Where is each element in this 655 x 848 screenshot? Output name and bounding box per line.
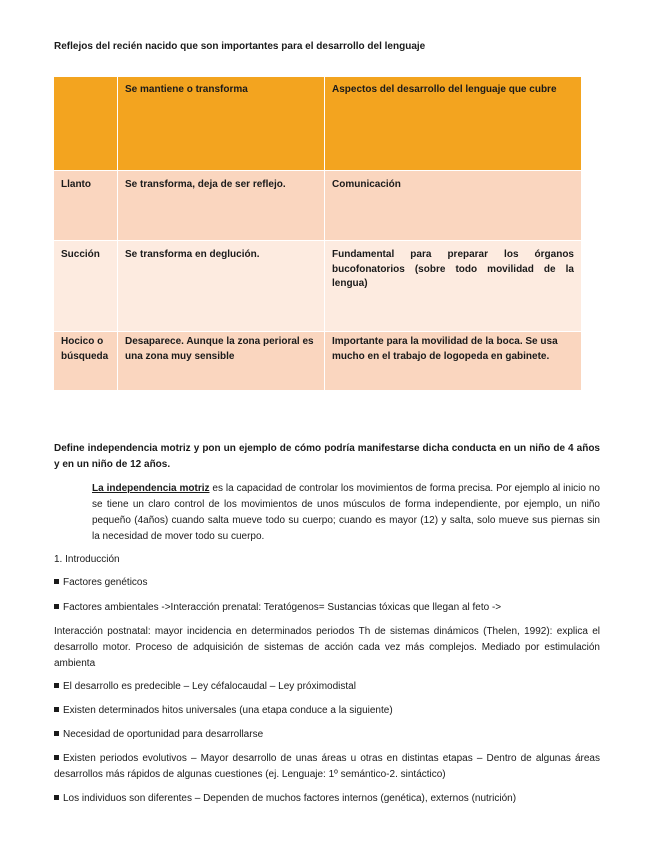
bullet-icon bbox=[54, 795, 59, 800]
list-item-text: Existen periodos evolutivos – Mayor desarrollo de unas áreas u otras en distintas etapas – Dentro de algunas áreas desarrollos más rápidos de algunas cuestiones (ej. Lenguaje: 1º semántico-2. sintáctico) bbox=[54, 753, 600, 780]
list-item bbox=[54, 575, 600, 591]
body-paragraph: Interacción postnatal: mayor incidencia en determinados periodos Th de sistemas dinámicos (Thelen, 1992): explica el desarrollo motor. Proceso de adquisición de sistemas de acción cada vez más complejos. Mediado por estimulación ambienta bbox=[54, 626, 600, 669]
list-item bbox=[54, 727, 600, 743]
bullet-icon bbox=[54, 731, 59, 736]
list-item-text: El desarrollo es predecible – Ley céfalocaudal – Ley próximodistal bbox=[63, 681, 356, 692]
table-cell: Se transforma en deglución. bbox=[118, 241, 325, 332]
table-header-cell: Se mantiene o transforma bbox=[118, 77, 325, 171]
document-title: Reflejos del recién nacido que son importantes para el desarrollo del lenguaje bbox=[54, 41, 426, 52]
table-row bbox=[54, 171, 582, 241]
list-item-text: Necesidad de oportunidad para desarrollarse bbox=[63, 729, 264, 740]
intro-heading: 1. Introducción bbox=[54, 554, 120, 565]
definition-term: La independencia motriz bbox=[92, 483, 210, 494]
table-cell: Desaparece. Aunque la zona perioral es una zona muy sensible bbox=[118, 332, 325, 391]
bullet-icon bbox=[54, 604, 59, 609]
table-header-cell: Aspectos del desarrollo del lenguaje que cubre bbox=[325, 77, 582, 171]
table-cell: Importante para la movilidad de la boca. Se usa mucho en el trabajo de logopeda en gabinete. bbox=[325, 332, 582, 391]
table-row bbox=[54, 332, 582, 391]
bullet-icon bbox=[54, 683, 59, 688]
definition-paragraph bbox=[92, 481, 600, 545]
table-cell: Llanto bbox=[54, 171, 118, 241]
reflex-table bbox=[53, 76, 582, 391]
list-item-text: Factores ambientales ->Interacción prenatal: Teratógenos= Sustancias tóxicas que llegan al feto -> bbox=[63, 602, 502, 613]
bullet-icon bbox=[54, 707, 59, 712]
list-item bbox=[54, 703, 600, 719]
list-item bbox=[54, 600, 600, 616]
table-cell: Fundamental para preparar los órganos bucofonatorios (sobre todo movilidad de la lengua) bbox=[325, 241, 582, 332]
list-item-text: Factores genéticos bbox=[63, 577, 148, 588]
table-cell: Comunicación bbox=[325, 171, 582, 241]
list-item bbox=[54, 751, 600, 783]
table-row bbox=[54, 241, 582, 332]
definition-text: es la capacidad de controlar los movimientos de forma precisa. Por ejemplo al inicio no se tiene un claro control de los movimientos de unos músculos de forma independiente, por ejemplo, un niño pequeño (4años) cuando salta mueve todo su cuerpo; cuando es mayor (12) y salta, solo mueve sus piernas sin la necesidad de mover todo su cuerpo. bbox=[92, 483, 600, 542]
table-header-cell bbox=[54, 77, 118, 171]
table-cell: Se transforma, deja de ser reflejo. bbox=[118, 171, 325, 241]
bullet-icon bbox=[54, 579, 59, 584]
list-item bbox=[54, 679, 600, 695]
bullet-icon bbox=[54, 755, 59, 760]
table-cell: Hocico o búsqueda bbox=[54, 332, 118, 391]
table-cell: Succión bbox=[54, 241, 118, 332]
list-item bbox=[54, 791, 600, 807]
list-item-text: Existen determinados hitos universales (una etapa conduce a la siguiente) bbox=[63, 705, 393, 716]
table-header-row bbox=[54, 77, 582, 171]
question-heading: Define independencia motriz y pon un ejemplo de cómo podría manifestarse dicha conducta en un niño de 4 años y en un niño de 12 años. bbox=[54, 443, 600, 470]
list-item-text: Los individuos son diferentes – Dependen de muchos factores internos (genética), externos (nutrición) bbox=[63, 793, 517, 804]
